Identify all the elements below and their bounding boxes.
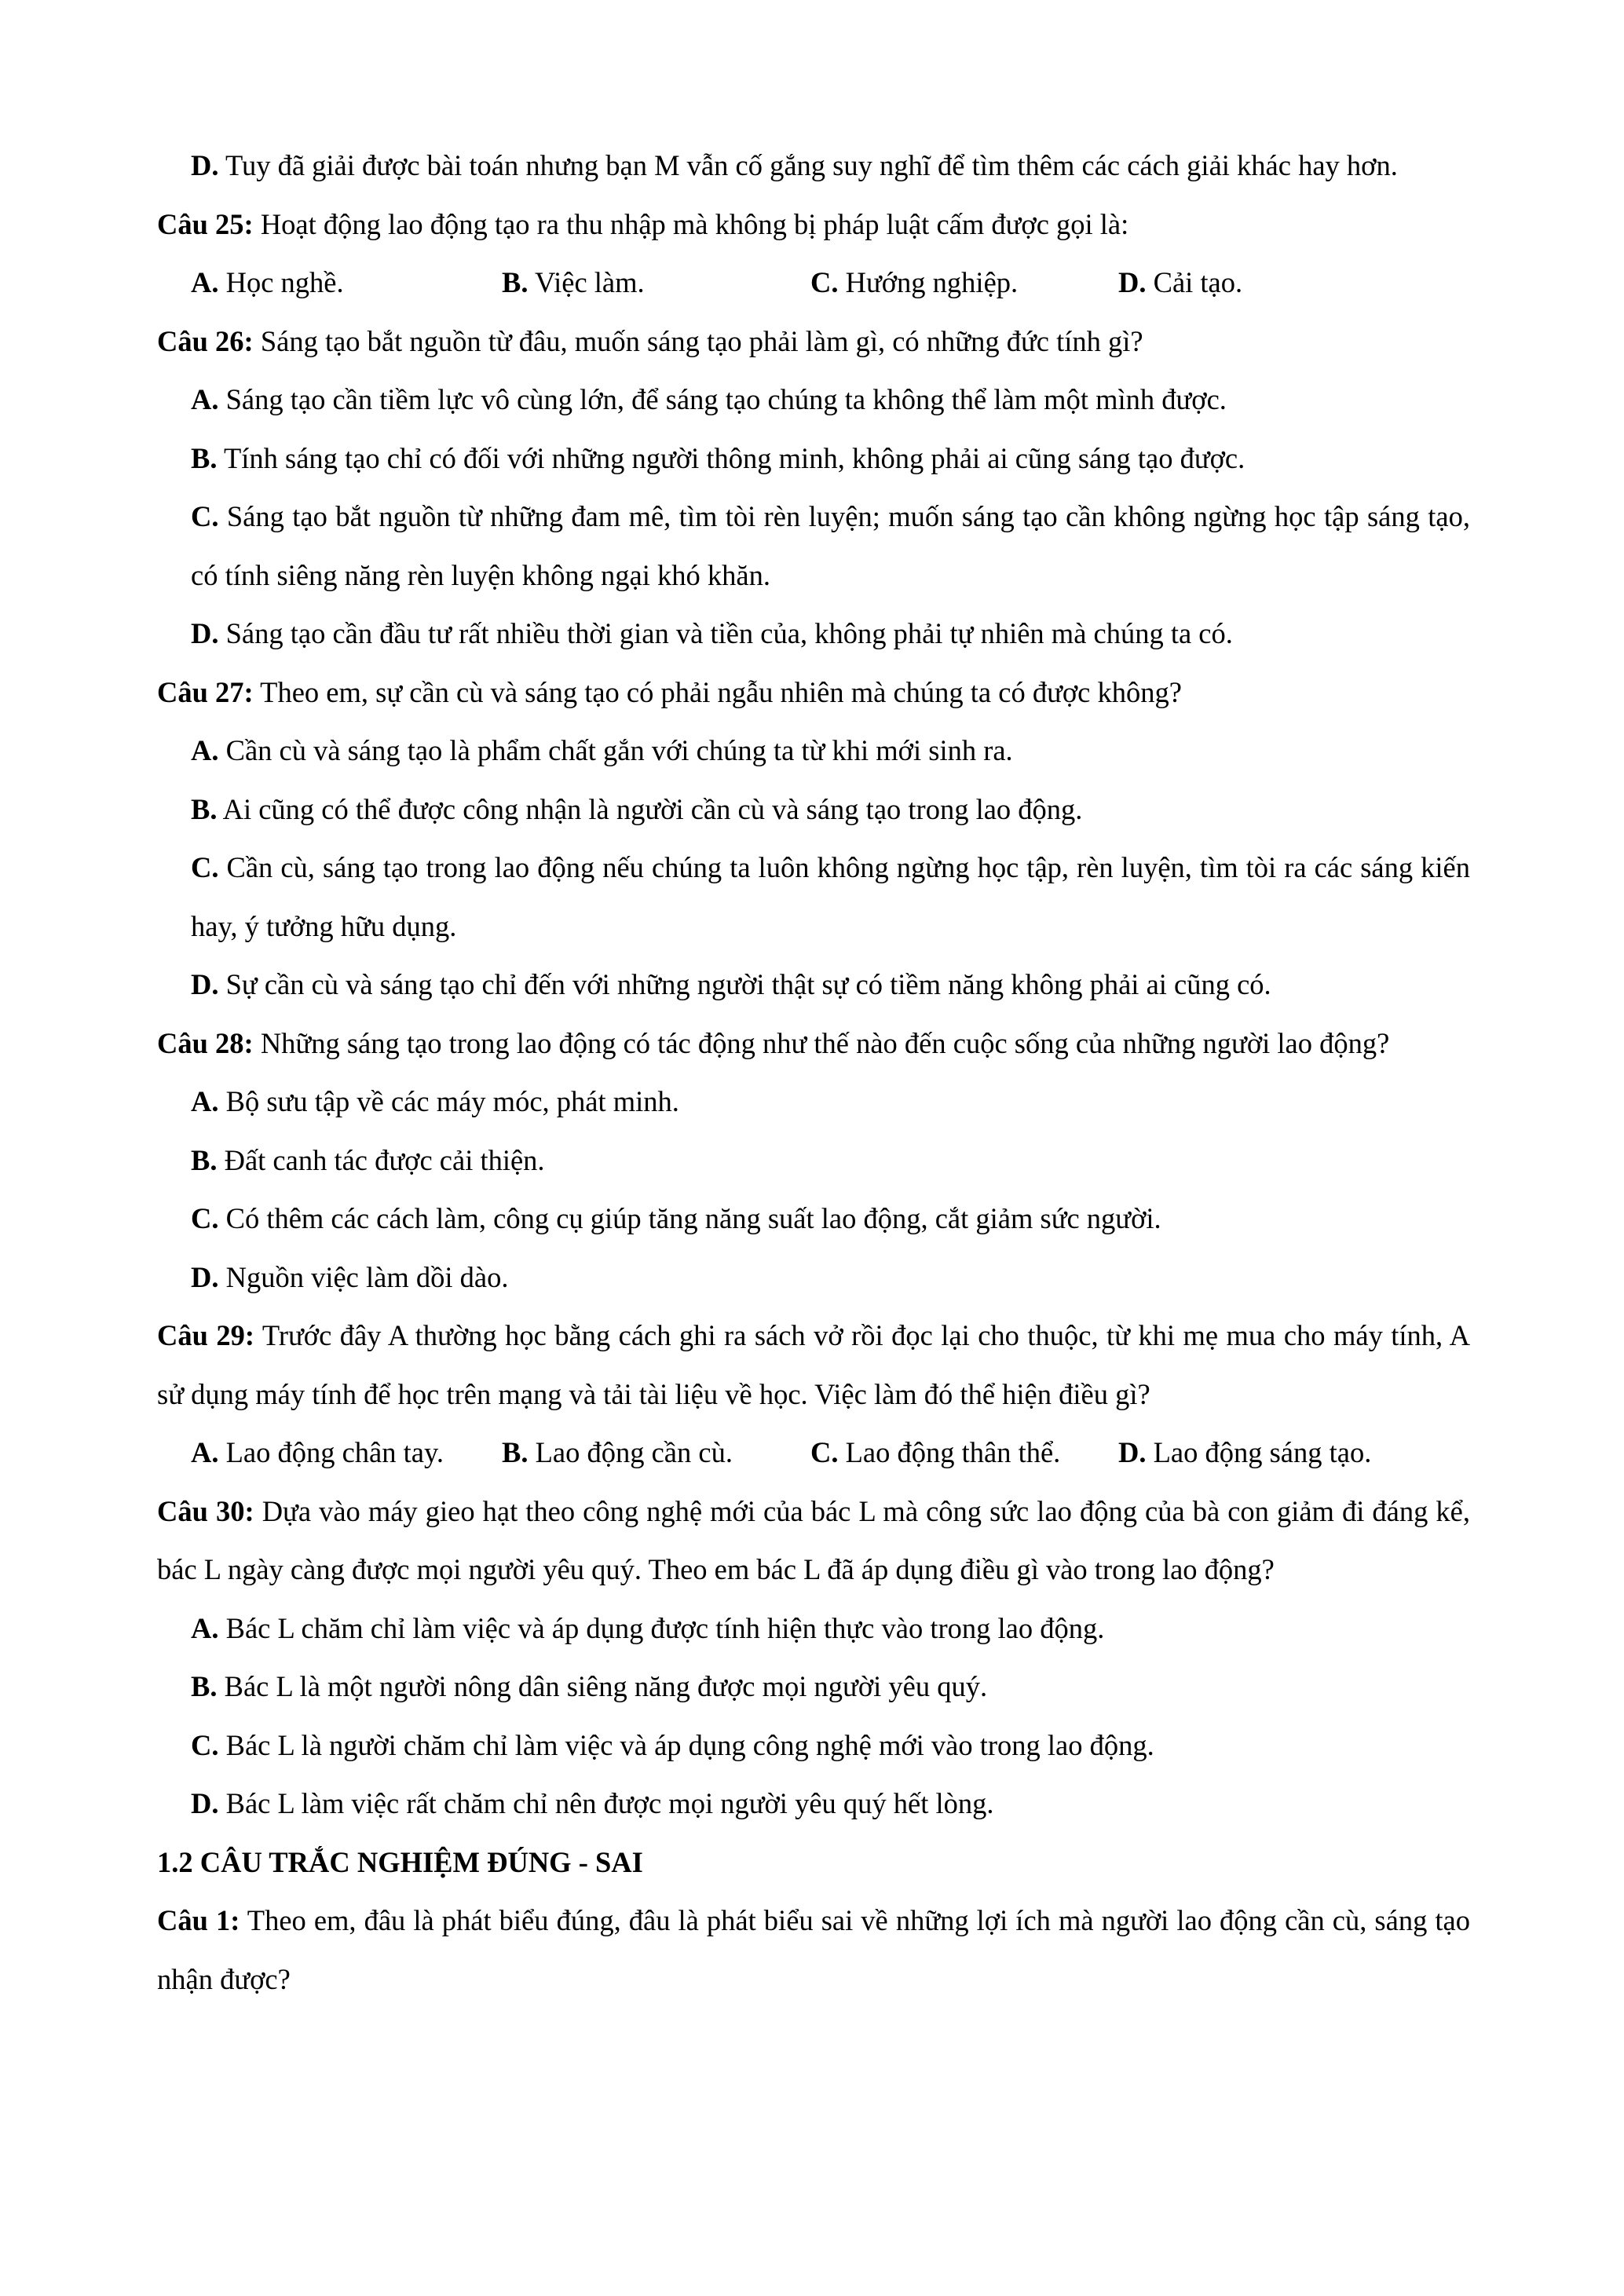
option-cau-27-a <box>191 722 1470 781</box>
answer-option-a <box>191 1424 444 1483</box>
option-text: Tuy đã giải được bài toán nhưng bạn M vẫn cố gắng suy nghĩ để tìm thêm các cách giải khác hay hơn. <box>225 149 1398 181</box>
answer-option-d-overflow <box>191 137 1470 196</box>
question-number: Câu 30: <box>157 1494 254 1527</box>
question-text: Theo em, đâu là phát biểu đúng, đâu là phát biểu sai về những lợi ích mà người lao động cần cù, sáng tạo nhận được? <box>157 1904 1470 1995</box>
question-cau-28 <box>157 1015 1470 1073</box>
option-cau-26-c <box>191 488 1470 605</box>
answer-option-c <box>810 1424 1060 1483</box>
option-letter: C. <box>191 500 219 532</box>
option-text: Cải tạo. <box>1153 266 1243 298</box>
option-text: Sáng tạo cần đầu tư rất nhiều thời gian và tiền của, không phải tự nhiên mà chúng ta có. <box>225 617 1233 649</box>
option-letter: C. <box>810 266 839 298</box>
option-text: Bác L chăm chỉ làm việc và áp dụng được tính hiện thực vào trong lao động. <box>225 1611 1105 1644</box>
question-number: Câu 25: <box>157 207 254 240</box>
answer-option-d <box>1118 1424 1371 1483</box>
option-text: Hướng nghiệp. <box>845 266 1019 298</box>
option-text: Đất canh tác được cải thiện. <box>224 1143 545 1176</box>
option-letter: D. <box>191 1260 219 1293</box>
option-letter: C. <box>191 851 219 883</box>
option-text: Sáng tạo cần tiềm lực vô cùng lớn, để sáng tạo chúng ta không thể làm một mình được. <box>225 383 1227 415</box>
option-letter: B. <box>502 266 529 298</box>
option-cau-28-d <box>191 1249 1470 1307</box>
question-cau-29 <box>157 1307 1470 1424</box>
option-letter: C. <box>810 1436 839 1468</box>
option-letter: A. <box>191 266 219 298</box>
option-letter: B. <box>191 441 218 474</box>
option-cau-28-a <box>191 1073 1470 1132</box>
option-cau-30-b <box>191 1658 1470 1717</box>
question-number: Câu 27: <box>157 675 254 708</box>
option-text: Tính sáng tạo chỉ có đối với những người thông minh, không phải ai cũng sáng tạo được. <box>223 441 1245 474</box>
question-cau-27 <box>157 664 1470 722</box>
option-text: Sáng tạo bắt nguồn từ những đam mê, tìm tòi rèn luyện; muốn sáng tạo cần không ngừng học tập sáng tạo, có tính siêng năng rèn luyện không ngại khó khăn. <box>191 500 1470 591</box>
option-cau-30-a <box>191 1600 1470 1658</box>
options-row-cau-25 <box>157 254 1470 313</box>
section-heading-1-2: 1.2 CÂU TRẮC NGHIỆM ĐÚNG - SAI <box>157 1845 643 1878</box>
option-text: Bác L làm việc rất chăm chỉ nên được mọi người yêu quý hết lòng. <box>225 1787 994 1819</box>
option-text: Lao động cần cù. <box>535 1436 733 1468</box>
answer-option-a <box>191 254 344 313</box>
answer-option-c <box>810 254 1018 313</box>
option-letter: D. <box>191 149 219 181</box>
option-letter: C. <box>191 1202 219 1234</box>
option-letter: B. <box>191 1143 218 1176</box>
question-number: Câu 26: <box>157 324 254 357</box>
option-text: Sự cần cù và sáng tạo chỉ đến với những người thật sự có tiềm năng không phải ai cũng có. <box>225 968 1271 1000</box>
option-cau-30-c <box>191 1717 1470 1775</box>
option-cau-30-d <box>191 1775 1470 1834</box>
option-text: Cần cù và sáng tạo là phẩm chất gắn với chúng ta từ khi mới sinh ra. <box>225 734 1013 766</box>
question-text: Trước đây A thường học bằng cách ghi ra sách vở rồi đọc lại cho thuộc, từ khi mẹ mua cho máy tính, A sử dụng máy tính để học trên mạng và tải tài liệu về học. Việc làm đó thể hiện điều gì? <box>157 1319 1470 1410</box>
question-number: Câu 29: <box>157 1319 255 1351</box>
question-cau-1 <box>157 1892 1470 2009</box>
option-cau-27-d <box>191 956 1470 1015</box>
answer-option-b <box>502 254 645 313</box>
option-letter: A. <box>191 1436 219 1468</box>
question-cau-25 <box>157 196 1470 254</box>
answer-option-b <box>502 1424 733 1483</box>
option-text: Ai cũng có thể được công nhận là người cần cù và sáng tạo trong lao động. <box>222 792 1083 825</box>
option-cau-28-c <box>191 1190 1470 1249</box>
question-text: Những sáng tạo trong lao động có tác động như thế nào đến cuộc sống của những người lao động? <box>260 1026 1390 1059</box>
option-text: Việc làm. <box>534 266 645 298</box>
question-number: Câu 28: <box>157 1026 254 1059</box>
question-text: Sáng tạo bắt nguồn từ đâu, muốn sáng tạo phải làm gì, có những đức tính gì? <box>260 324 1143 357</box>
option-letter: B. <box>191 1670 218 1702</box>
question-cau-30 <box>157 1483 1470 1600</box>
option-letter: B. <box>502 1436 529 1468</box>
question-text: Dựa vào máy gieo hạt theo công nghệ mới của bác L mà công sức lao động của bà con giảm đi đáng kể, bác L ngày càng được mọi người yêu quý. Theo em bác L đã áp dụng điều gì vào trong lao động? <box>157 1494 1471 1585</box>
option-letter: D. <box>1118 266 1147 298</box>
option-text: Cần cù, sáng tạo trong lao động nếu chúng ta luôn không ngừng học tập, rèn luyện, tìm tòi ra các sáng kiến hay, ý tưởng hữu dụng. <box>191 851 1470 942</box>
question-text: Theo em, sự cần cù và sáng tạo có phải ngẫu nhiên mà chúng ta có được không? <box>260 675 1182 708</box>
answer-option-d <box>1118 254 1242 313</box>
question-cau-26 <box>157 313 1470 371</box>
option-letter: D. <box>191 1787 219 1819</box>
option-letter: A. <box>191 734 219 766</box>
option-text: Nguồn việc làm dồi dào. <box>225 1260 509 1293</box>
option-cau-26-a <box>191 371 1470 430</box>
option-cau-26-d <box>191 605 1470 664</box>
option-text: Lao động sáng tạo. <box>1153 1436 1372 1468</box>
option-letter: A. <box>191 1611 219 1644</box>
option-cau-27-b <box>191 781 1470 839</box>
option-letter: A. <box>191 1085 219 1117</box>
option-cau-27-c <box>191 839 1470 956</box>
option-cau-26-b <box>191 430 1470 488</box>
option-letter: B. <box>191 792 218 825</box>
option-letter: D. <box>191 968 219 1000</box>
option-letter: C. <box>191 1728 219 1761</box>
option-letter: D. <box>1118 1436 1147 1468</box>
option-text: Lao động thân thể. <box>845 1436 1061 1468</box>
option-letter: D. <box>191 617 219 649</box>
option-cau-28-b <box>191 1132 1470 1190</box>
question-number: Câu 1: <box>157 1904 240 1936</box>
options-row-cau-29 <box>157 1424 1470 1483</box>
document-body <box>157 137 1470 2009</box>
option-text: Có thêm các cách làm, công cụ giúp tăng năng suất lao động, cắt giảm sức người. <box>225 1202 1161 1234</box>
option-text: Học nghề. <box>225 266 344 298</box>
option-text: Bác L là người chăm chỉ làm việc và áp dụng công nghệ mới vào trong lao động. <box>225 1728 1154 1761</box>
option-letter: A. <box>191 383 219 415</box>
question-text: Hoạt động lao động tạo ra thu nhập mà không bị pháp luật cấm được gọi là: <box>260 207 1129 240</box>
option-text: Bác L là một người nông dân siêng năng được mọi người yêu quý. <box>224 1670 988 1702</box>
option-text: Bộ sưu tập về các máy móc, phát minh. <box>225 1085 679 1117</box>
option-text: Lao động chân tay. <box>225 1436 444 1468</box>
